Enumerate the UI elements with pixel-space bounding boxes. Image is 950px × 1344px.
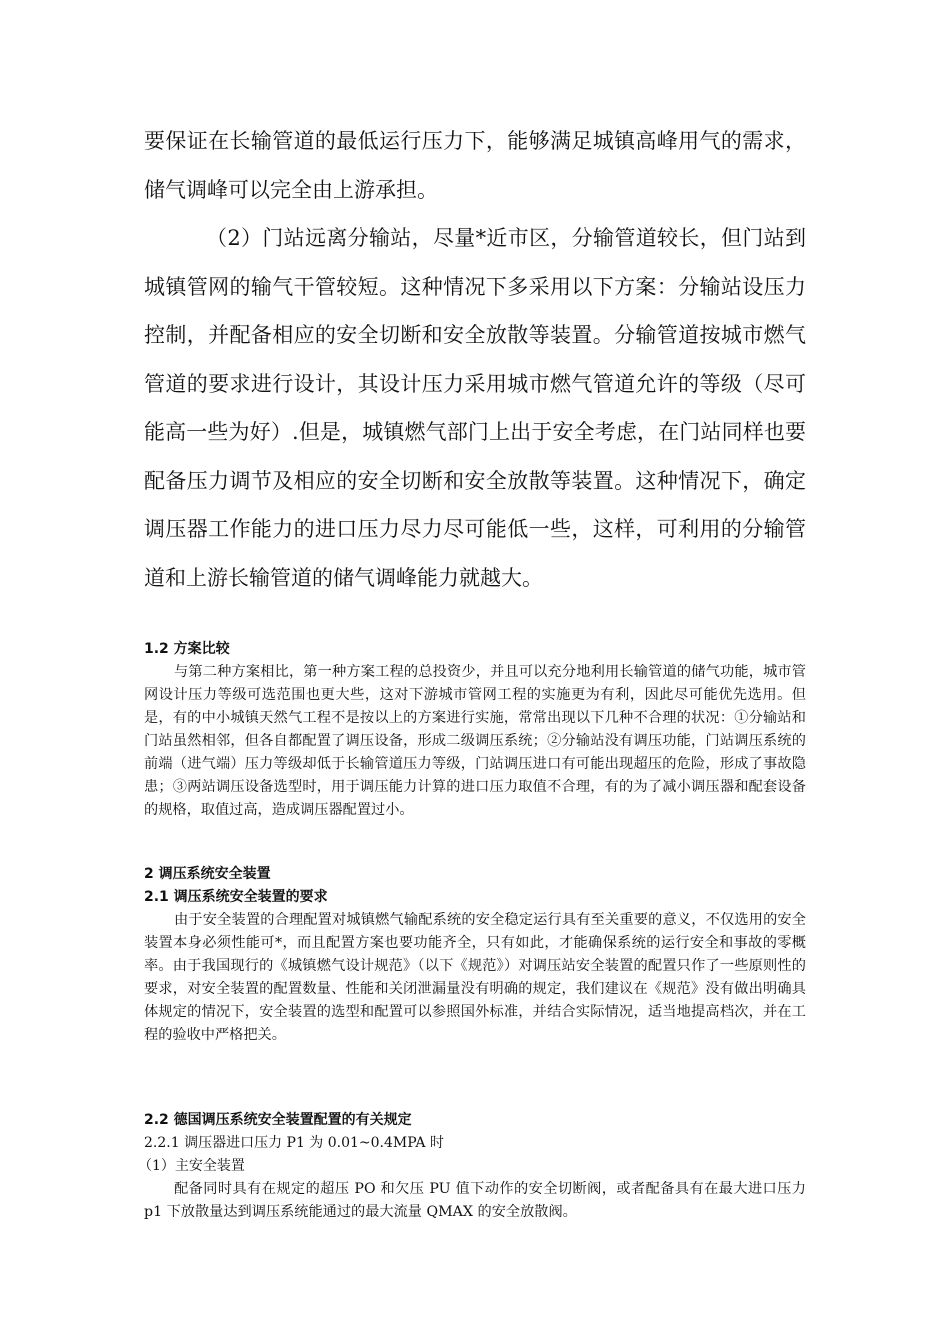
section-paragraph-1-2: 与第二种方案相比，第一种方案工程的总投资少，并且可以充分地利用长输管道的储气功能，城市管网设计压力等级可选范围也更大些，这对下游城市管网工程的实施更为有利，因此尽可能优先选用。但是，有的中小城镇天然气工程不是按以上的方案进行实施，常常出现以下几种不合理的状况：①分输站和门站虽然相邻，但各自都配置了调压设备，形成二级调压系统；②分输站没有调压功能，门站调压系统的前端（进气端）压力等级却低于长输管道压力等级，门站调压进口有可能出现超压的危险，形成了事故隐患；③两站调压设备选型时，用于调压能力计算的进口压力取值不合理，有的为了减小调压器和配套设备的规格，取值过高，造成调压器配置过小。 <box>144 664 806 818</box>
body-paragraph-2: （2）门站远离分输站，尽量*近市区，分输管道较长，但门站到城镇管网的输气干管较短。这种情况下多采用以下方案：分输站设压力控制，并配备相应的安全切断和安全放散等装置。分输管道按城市燃气管道的要求进行设计，其设计压力采用城市燃气管道允许的等级（尽可能高一些为好）.但是，城镇燃气部门上出于安全考虑，在门站同样也要配备压力调节及相应的安全切断和安全放散等装置。这种情况下，确定调压器工作能力的进口压力尽力尽可能低一些，这样，可利用的分输管道和上游长输管道的储气调峰能力就越大。 <box>144 226 806 590</box>
section-paragraph-2-1: 由于安全装置的合理配置对城镇燃气输配系统的安全稳定运行具有至关重要的意义，不仅选用的安全装置本身必须性能可*，而且配置方案也要功能齐全，只有如此，才能确保系统的运行安全和事故的零概率。由于我国现行的《城镇燃气设计规范》（以下《规范》）对调压站安全装置的配置只作了一些原则性的要求，对安全装置的配置数量、性能和关闭泄漏量没有明确的规定，我们建议在《规范》没有做出明确具体规定的情况下，安全装置的选型和配置可以参照国外标准，并结合实际情况，适当地提高档次，并在工程的验收中严格把关。 <box>144 912 806 1043</box>
section-heading-2: 2 调压系统安全装置 <box>144 866 271 882</box>
section-heading-2-2-1: 2.2.1 调压器进口压力 P1 为 0.01~0.4MPA 时 <box>144 1135 444 1151</box>
list-item-1: （1）主安全装置 <box>138 1158 245 1174</box>
body-paragraph-1: 要保证在长输管道的最低运行压力下，能够满足城镇高峰用气的需求，储气调峰可以完全由上游承担。 <box>144 129 806 202</box>
section-heading-2-2: 2.2 德国调压系统安全装置配置的有关规定 <box>144 1112 412 1128</box>
list-item-1-paragraph: 配备同时具有在规定的超压 PO 和欠压 PU 值下动作的安全切断阀，或者配备具有在最大进口压力 p1 下放散量达到调压系统能通过的最大流量 QMAX 的安全放散阀。 <box>144 1181 806 1220</box>
section-heading-2-1: 2.1 调压系统安全装置的要求 <box>144 889 328 905</box>
section-heading-1-2: 1.2 方案比较 <box>144 641 230 657</box>
